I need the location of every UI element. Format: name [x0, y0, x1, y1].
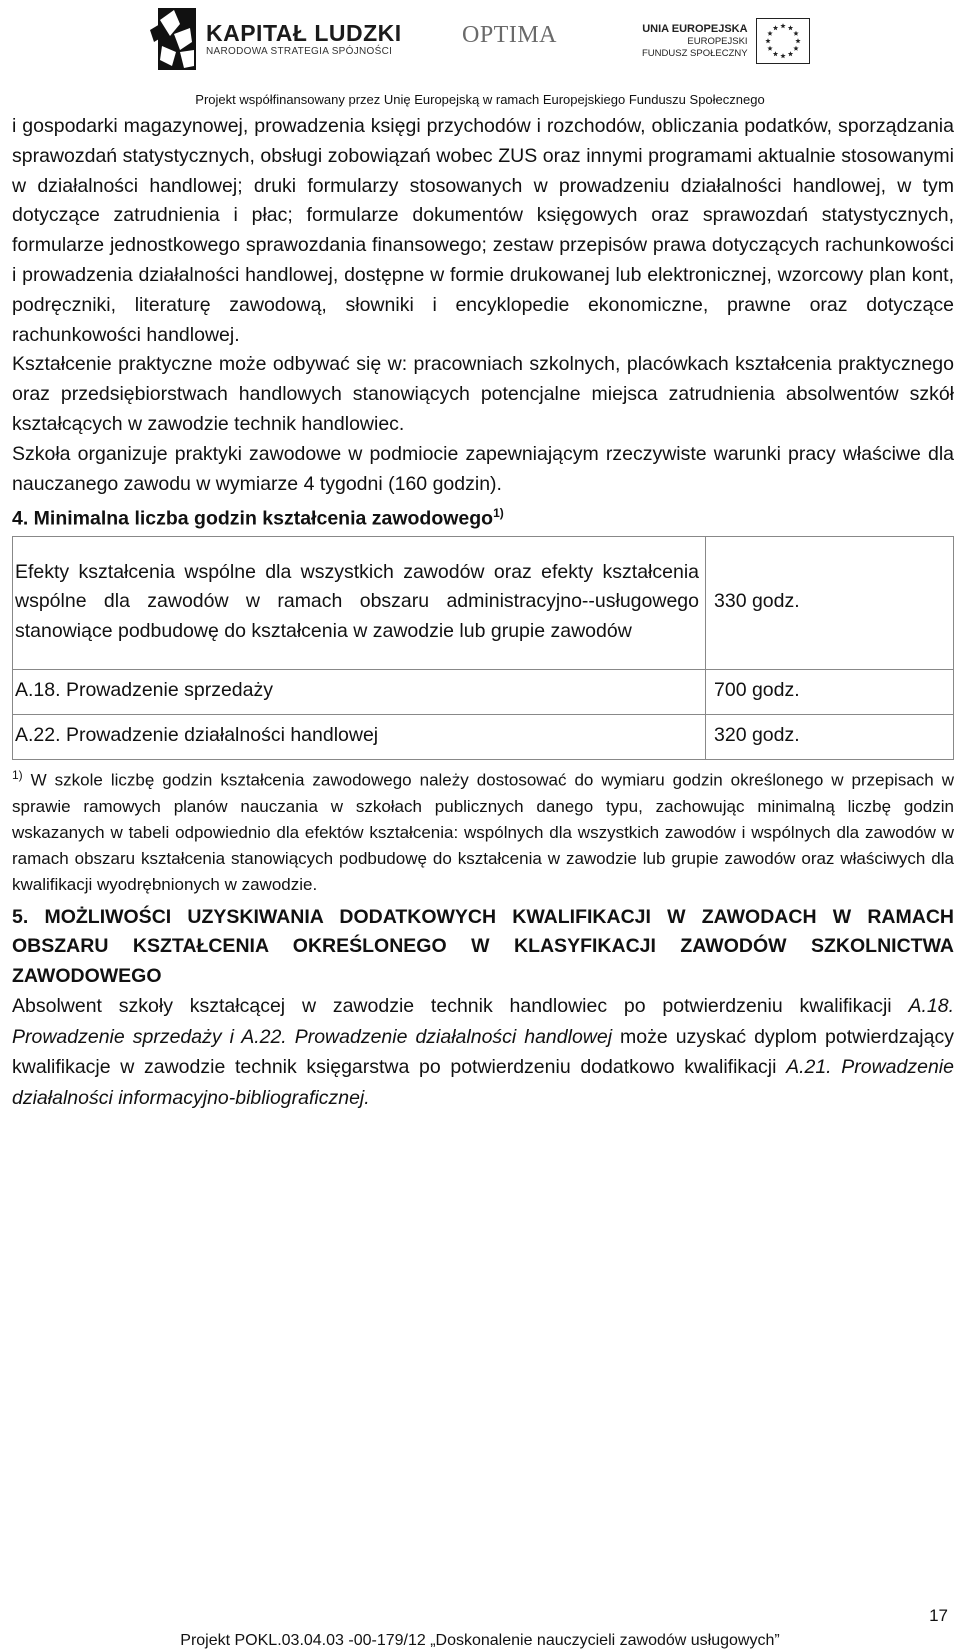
table-cell-label: Efekty kształcenia wspólne dla wszystkich zawodów oraz efekty kształcenia wspólne dla zawodów w ramach obszaru administracyjno--usługowego stanowiące podbudowę do kształcenia w zawodzie lub grupie zawodów	[13, 536, 706, 669]
paragraph-practical-training: Kształcenie praktyczne może odbywać się w: pracowniach szkolnych, placówkach kształcenia praktycznego oraz przedsiębiorstwach handlowych stanowiących potencjalne miejsca zatrudnienia absolwentów szkół kształcących w zawodzie technik handlowiec.	[12, 353, 954, 435]
section-4-footnote-marker: 1)	[493, 506, 504, 521]
footnote-text: W szkole liczbę godzin kształcenia zawodowego należy dostosować do wymiaru godzin określonego w przepisach w sprawie ramowych planów nauczania w szkołach publicznych danego typu, zachowując minimalną liczbę godzin wskazanych w tabeli odpowiednio dla efektów kształcenia: wspólnych dla wszystkich zawodów i wspólnych dla zawodów w ramach obszaru kształcenia stanowiących podbudowę do kształcenia w zawodzie lub grupie zawodów oraz właściwych dla kwalifikacji wyodrębnionych w zawodzie.	[12, 770, 954, 895]
paragraph-internship: Szkoła organizuje praktyki zawodowe w podmiocie zapewniającym rzeczywiste warunki pracy właściwe dla nauczanego zawodu w wymiarze 4 tygodni (160 godzin).	[12, 442, 954, 495]
table-cell-hours: 700 godz.	[706, 669, 954, 714]
table-row	[13, 536, 954, 669]
cofinancing-note: Projekt współfinansowany przez Unię Europejską w ramach Europejskiego Funduszu Społecznego	[195, 92, 765, 107]
eu-logo	[642, 18, 810, 64]
qualification-a18-a22: A.18. Prowadzenie sprzedaży i A.22. Prowadzenie działalności handlowej	[12, 995, 954, 1048]
section-5-heading: 5. MOŻLIWOŚCI UZYSKIWANIA DODATKOWYCH KWALIFIKACJI W ZAWODACH W RAMACH OBSZARU KSZTAŁCENIA OKREŚLONEGO W KLASYFIKACJI ZAWODÓW SZKOLNICTWA ZAWODOWEGO	[12, 905, 954, 987]
kapital-ludzki-logo	[150, 6, 402, 72]
table-row	[13, 669, 954, 714]
eu-logo-line1: UNIA EUROPEJSKA	[642, 23, 748, 35]
section-5-paragraph	[12, 991, 954, 1113]
footnote	[12, 762, 954, 899]
footnote-marker: 1)	[12, 767, 23, 782]
kapital-ludzki-title: KAPITAŁ LUDZKI	[206, 20, 402, 46]
qualification-a21: A.21. Prowadzenie działalności informacyjno-bibliograficznej.	[12, 1056, 954, 1109]
paragraph-equipment: i gospodarki magazynowej, prowadzenia księgi przychodów i rozchodów, obliczania podatków, sporządzania sprawozdań statystycznych, obsługi zobowiązań wobec ZUS oraz innymi programami aktualnie stosowanymi w działalności handlowej; druki formularzy stosowanych w prowadzeniu działalności handlowej, w tym dotyczące zatrudnienia i płac; formularze dokumentów księgowych oraz sprawozdań statystycznych, formularze jednostkowego sprawozdania finansowego; zestaw przepisów prawa dotyczących rachunkowości i prowadzenia działalności handlowej, dostępne w formie drukowanej lub elektronicznej, wzorcowy plan kont, podręczniki, literaturę zawodową, słowniki i encyklopedie ekonomiczne, prawne oraz dotyczące rachunkowości handlowej.	[12, 115, 954, 346]
section-4-title: 4. Minimalna liczba godzin kształcenia zawodowego	[12, 507, 494, 530]
document-body	[12, 112, 954, 1113]
optima-logo: OPTIMA	[462, 22, 558, 48]
project-footer: Projekt POKL.03.04.03 -00-179/12 „Doskonalenie nauczycieli zawodów usługowych”	[180, 1632, 780, 1649]
page-header	[0, 0, 960, 108]
table-row	[13, 714, 954, 759]
table-cell-label: A.22. Prowadzenie działalności handlowej	[13, 714, 706, 759]
eu-logo-line3: FUNDUSZ SPOŁECZNY	[642, 48, 748, 59]
section-4-heading	[12, 499, 954, 534]
eu-logo-line2: EUROPEJSKI	[687, 36, 748, 47]
kapital-ludzki-emblem-icon	[150, 6, 200, 72]
kapital-ludzki-subtitle: NARODOWA STRATEGIA SPÓJNOŚCI	[206, 46, 393, 57]
hours-table	[12, 536, 954, 760]
table-cell-label: A.18. Prowadzenie sprzedaży	[13, 669, 706, 714]
section-5-text-2: może uzyskać dyplom potwierdzający kwalifikacje w zawodzie technik księgarstwa po potwierdzeniu dodatkowo kwalifikacji	[12, 1025, 954, 1079]
table-cell-hours: 330 godz.	[706, 536, 954, 669]
table-cell-hours: 320 godz.	[706, 714, 954, 759]
section-5-text-1: Absolwent szkoły kształcącej w zawodzie technik handlowiec po potwierdzeniu kwalifikacji	[12, 995, 909, 1018]
page-number: 17	[929, 1606, 948, 1625]
eu-flag-icon	[756, 18, 810, 64]
